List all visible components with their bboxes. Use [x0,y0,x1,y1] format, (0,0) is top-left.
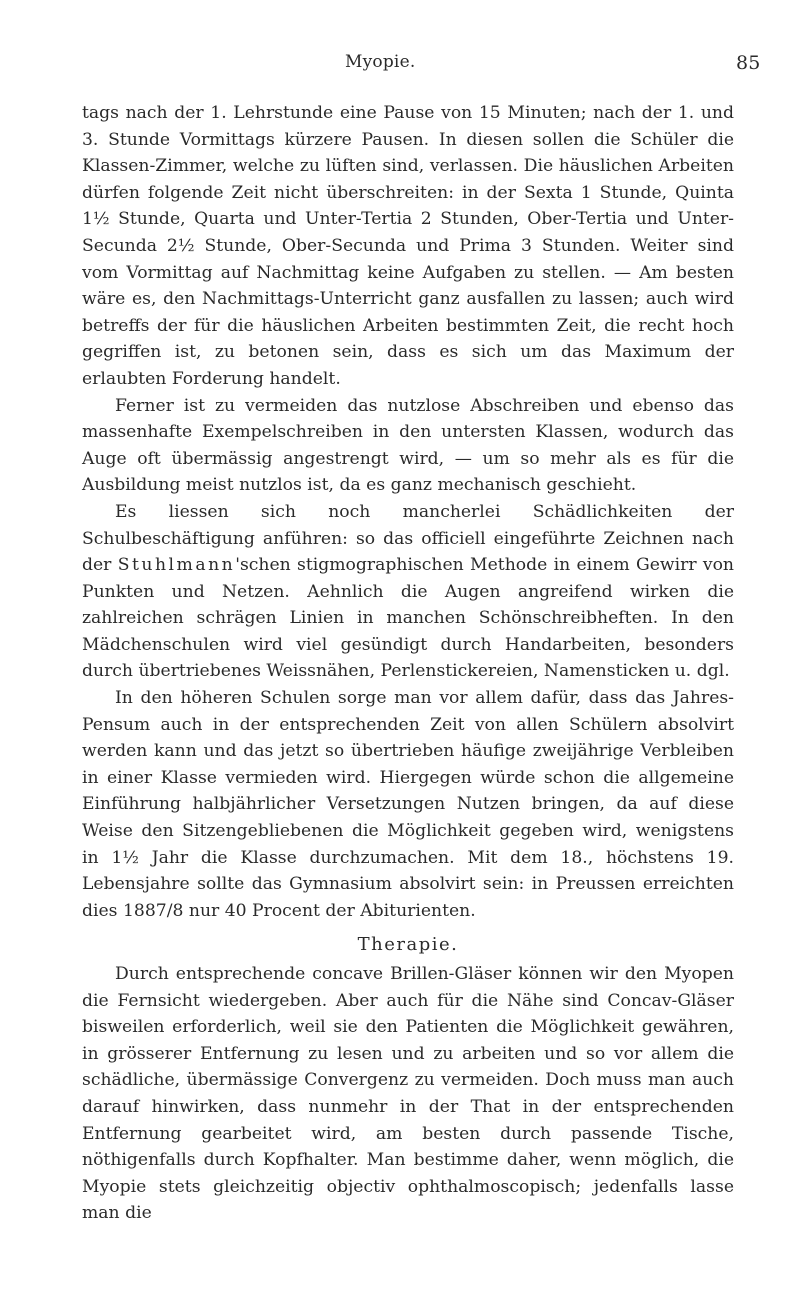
paragraph-school-schedule: tags nach der 1. Lehrstunde eine Pause von 15 Minuten; nach der 1. und 3. Stunde Vormittags kürzere Pausen. In diesen sollen die Schüler die Klassen-Zimmer, welche zu lüften sind, verlassen. Die häuslichen Arbeiten dürfen folgende Zeit nicht überschreiten: in der Sexta 1 Stunde, Quinta 1½ Stunde, Quarta und Unter-Tertia 2 Stunden, Ober-Tertia und Unter-Secunda 2½ Stunde, Ober-Secunda und Prima 3 Stunden. Weiter sind vom Vormittag auf Nachmittag keine Aufgaben zu stellen. — Am besten wäre es, den Nachmittags-Unterricht ganz ausfallen zu lassen; auch wird betreffs der für die häuslichen Arbeiten bestimmten Zeit, die recht hoch gegriffen ist, zu betonen sein, dass es sich um das Maximum der erlaubten Forderung handelt. [82,103,734,389]
paragraph-higher-schools: In den höheren Schulen sorge man vor allem dafür, dass das Jahres-Pensum auch in der entsprechenden Zeit von allen Schülern absolvirt werden kann und das jetzt so übertrieben häufige zweijährige Verbleiben in einer Klasse vermieden wird. Hiergegen würde schon die allgemeine Einführung halbjährlicher Versetzungen Nutzen bringen, da auf diese Weise den Sitzengebliebenen die Möglichkeit gegeben wird, wenigstens in 1½ Jahr die Klasse durchzumachen. Mit dem 18., höchstens 19. Lebensjahre sollte das Gymnasium absolvirt sein: in Preussen erreichten dies 1887/8 nur 40 Procent der Abiturienten. [82,688,734,921]
running-title: Myopie. [345,52,416,72]
page-number: 85 [736,52,761,74]
section-heading-therapie: Therapie. [357,934,459,956]
paragraph-harmful-work-end: 'schen stigmographischen Methode in einem Gewirr von Punkten und Netzen. Aehnlich die Augen angreifend wirken die zahlreichen schrägen Linien in manchen Schönschreibheften. In den Mädchenschulen wird viel gesündigt durch Handarbeiten, besonders durch übertriebenes Weissnähen, Perlenstickereien, Namensticken u. dgl. [82,555,735,682]
paragraph-harmful-work [82,499,734,685]
body-text [82,100,734,1227]
paragraph-harmful-work-start: Es liessen sich noch mancherlei Schädlichkeiten der Schulbeschäftigung anführen: so das officiell eingeführte Zeichnen nach der [82,501,734,576]
paragraph-copying: Ferner ist zu vermeiden das nutzlose Abschreiben und ebenso das massenhafte Exempelschreiben in den untersten Klassen, wodurch das Auge oft übermässig angestrengt wird, — um so mehr als es für die Ausbildung meist nutzlos ist, da es ganz mechanisch geschieht. [82,395,734,496]
author-name-stuhlmann: Stuhlmann [117,555,236,576]
paragraph-therapy: Durch entsprechende concave Brillen-Gläser können wir den Myopen die Fernsicht wiedergeben. Aber auch für die Nähe sind Concav-Gläser bisweilen erforderlich, weil sie den Patienten die Möglichkeit gewähren, in grösserer Entfernung zu lesen und zu arbeiten und so vor allem die schädliche, übermässige Convergenz zu vermeiden. Doch muss man auch darauf hinwirken, dass nunmehr in der That in der entsprechenden Entfernung gearbeitet wird, am besten durch passende Tische, nöthigenfalls durch Kopfhalter. Man bestimme daher, wenn möglich, die Myopie stets gleichzeitig objectiv ophthalmoscopisch; jedenfalls lasse man die [82,964,734,1224]
